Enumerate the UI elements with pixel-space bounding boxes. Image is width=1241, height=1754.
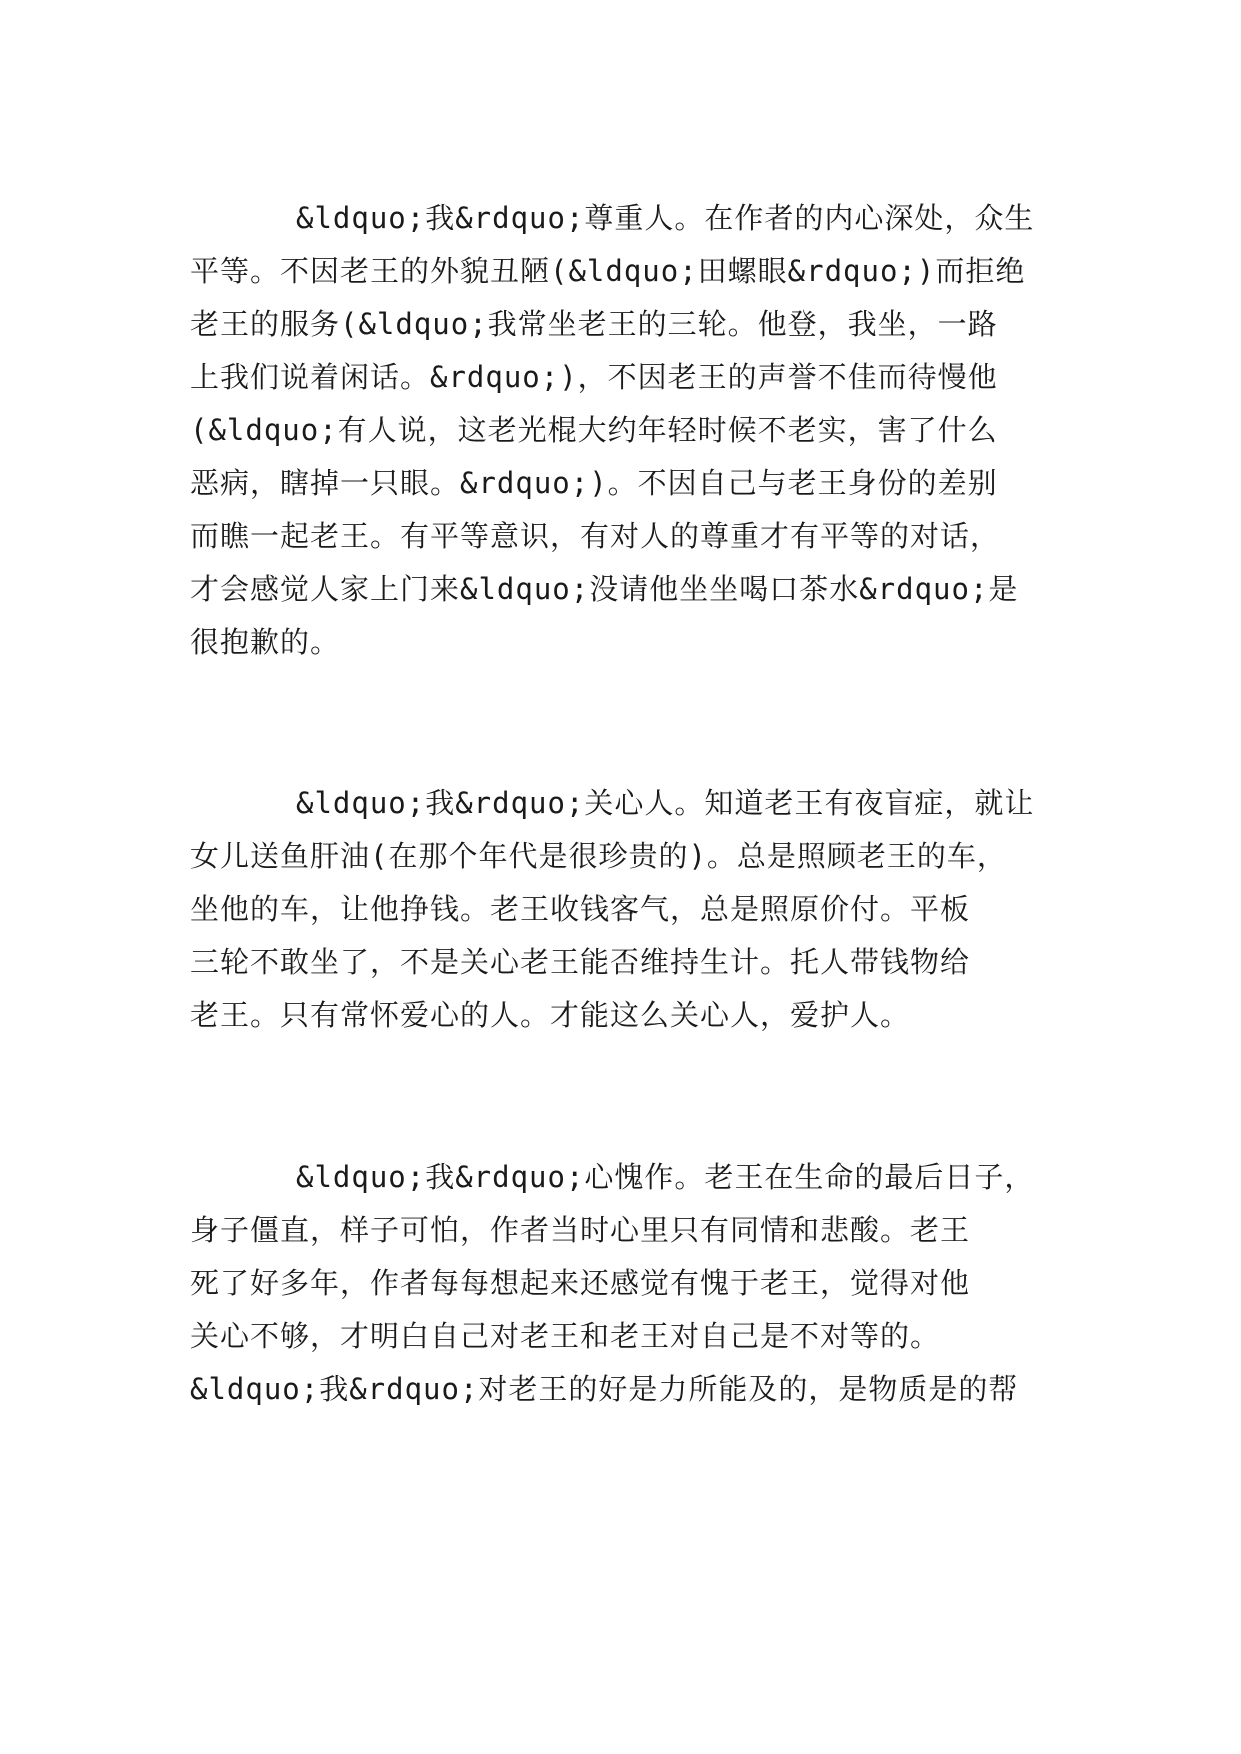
paragraph-line: 坐他的车，让他挣钱。老王收钱客气，总是照原价付。平板: [190, 892, 971, 926]
paragraph-line: &ldquo;我&rdquo;关心人。知道老王有夜盲症，就让: [296, 786, 1035, 820]
paragraph-line: &ldquo;我&rdquo;尊重人。在作者的内心深处，众生: [296, 201, 1035, 235]
paragraph-line: 很抱歉的。: [190, 625, 341, 659]
paragraph-line: 关心不够，才明白自己对老王和老王对自己是不对等的。: [190, 1319, 941, 1353]
paragraph-line: 平等。不因老王的外貌丑陋(&ldquo;田螺眼&rdquo;)而拒绝: [190, 254, 1026, 288]
paragraph-line: 老王的服务(&ldquo;我常坐老王的三轮。他登，我坐，一路: [190, 307, 998, 341]
paragraph-line: (&ldquo;有人说，这老光棍大约年轻时候不老实，害了什么: [190, 413, 998, 447]
paragraph-line: 三轮不敢坐了，不是关心老王能否维持生计。托人带钱物给: [190, 945, 971, 979]
paragraph-line: 才会感觉人家上门来&ldquo;没请他坐坐喝口茶水&rdquo;是: [190, 572, 1019, 606]
paragraph-line: &ldquo;我&rdquo;对老王的好是力所能及的，是物质是的帮: [190, 1372, 1019, 1406]
paragraph-line: 老王。只有常怀爱心的人。才能这么关心人，爱护人。: [190, 998, 911, 1032]
paragraph-line: 身子僵直，样子可怕，作者当时心里只有同情和悲酸。老王: [190, 1213, 971, 1247]
paragraph-line: 而瞧一起老王。有平等意识，有对人的尊重才有平等的对话，: [190, 519, 1001, 553]
paragraph-line: 恶病，瞎掉一只眼。&rdquo;)。不因自己与老王身份的差别: [190, 466, 998, 500]
paragraph-line: 上我们说着闲话。&rdquo;)，不因老王的声誉不佳而待慢他: [190, 360, 998, 394]
paragraph-line: 死了好多年，作者每每想起来还感觉有愧于老王，觉得对他: [190, 1266, 971, 1300]
paragraph-line: 女儿送鱼肝油(在那个年代是很珍贵的)。总是照顾老王的车，: [190, 839, 1007, 873]
paragraph-line: &ldquo;我&rdquo;心愧作。老王在生命的最后日子，: [296, 1160, 1035, 1194]
